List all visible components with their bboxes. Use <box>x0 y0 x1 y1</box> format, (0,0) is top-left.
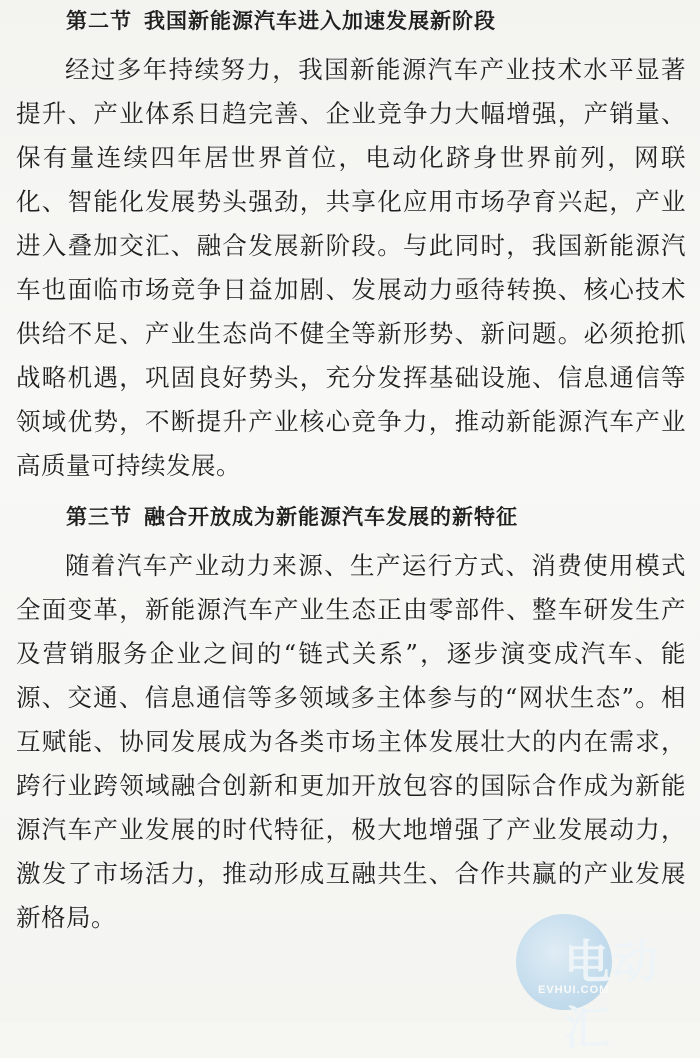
section-2-title: 我国新能源汽车进入加速发展新阶段 <box>144 9 496 33</box>
section-3-heading <box>66 502 686 532</box>
evhui-watermark-logo <box>516 906 696 1055</box>
section-3-title: 融合开放成为新能源汽车发展的新特征 <box>144 505 518 529</box>
section-2-number: 第二节 <box>66 9 132 33</box>
section-2-paragraph: 经过多年持续努力，我国新能源汽车产业技术水平显著提升、产业体系日趋完善、企业竞争力大幅增强，产销量、保有量连续四年居世界首位，电动化跻身世界前列，网联化、智能化发展势头强劲，共享化应用市场孕育兴起，产业进入叠加交汇、融合发展新阶段。与此同时，我国新能源汽车也面临市场竞争日益加剧、发展动力亟待转换、核心技术供给不足、产业生态尚不健全等新形势、新问题。必须抢抓战略机遇，巩固良好势头，充分发挥基础设施、信息通信等领域优势，不断提升产业核心竞争力，推动新能源汽车产业高质量可持续发展。 <box>16 55 686 480</box>
watermark-text: 电动汇 <box>564 935 660 1055</box>
section-3-number: 第三节 <box>66 505 132 529</box>
section-2-heading <box>66 6 686 36</box>
section-3-paragraph: 随着汽车产业动力来源、生产运行方式、消费使用模式全面变革，新能源汽车产业生态正由零部件、整车研发生产及营销服务企业之间的“链式关系”，逐步演变成汽车、能源、交通、信息通信等多领域多主体参与的“网状生态”。相互赋能、协同发展成为各类市场主体发展壮大的内在需求，跨行业跨领域融合创新和更加开放包容的国际合作成为新能源汽车产业发展的时代特征，极大地增强了产业发展动力，激发了市场活力，推动形成互融共生、合作共赢的产业发展新格局。 <box>16 551 686 932</box>
watermark-site: EVHUI.COM <box>538 984 610 996</box>
